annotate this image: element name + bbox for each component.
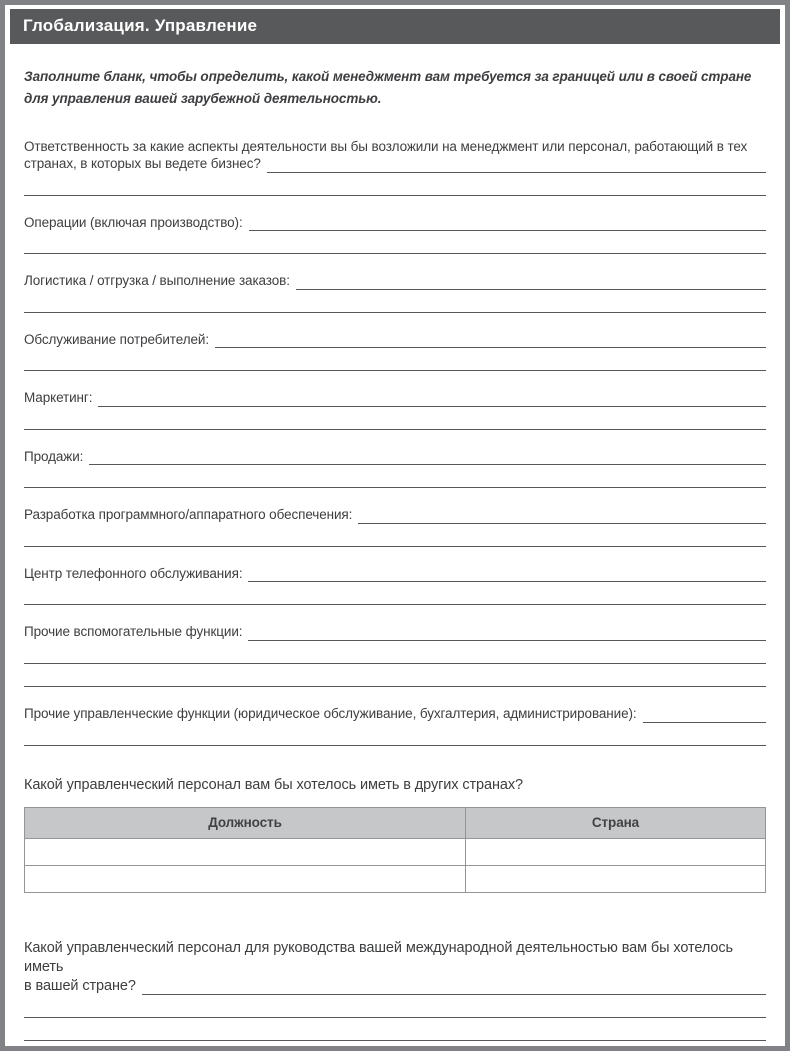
table-cell-position[interactable] [25,865,466,892]
fill-in-line[interactable] [24,723,766,746]
field-label: Операции (включая производство): [24,214,243,230]
fill-in-line[interactable] [296,287,766,290]
field-call-center [24,565,766,606]
field-label: Прочие управленческие функции (юридическое обслуживание, бухгалтерия, администрирование): [24,706,637,721]
fill-in-line[interactable] [98,404,766,407]
fill-in-line[interactable] [24,641,766,664]
fill-in-line[interactable] [24,582,766,605]
field-other-management [24,705,766,746]
fill-in-line[interactable] [24,173,766,196]
field-marketing [24,389,766,430]
table-cell-country[interactable] [465,838,765,865]
field-customer-service [24,331,766,372]
fill-in-line[interactable] [24,348,766,371]
field-logistics [24,272,766,313]
fill-in-line[interactable] [358,521,766,524]
table-header-row [25,808,766,839]
fill-in-line[interactable] [24,524,766,547]
fill-in-line[interactable] [24,1018,766,1041]
field-label: Логистика / отгрузка / выполнение заказов: [24,273,290,289]
column-header-country: Страна [465,808,765,839]
field-label: Ответственность за какие аспекты деятельности вы бы возложили на менеджмент или персонал, работающий в тех [24,138,748,154]
fill-in-line[interactable] [215,345,766,348]
fill-in-line[interactable] [248,579,766,582]
table-row [25,838,766,865]
fill-in-line[interactable] [24,465,766,488]
fill-in-line[interactable] [24,407,766,430]
table-row [25,865,766,892]
field-label: Продажи: [24,448,84,464]
table-cell-position[interactable] [25,838,466,865]
field-label: в вашей стране? [24,977,136,994]
field-label: Обслуживание потребителей: [24,331,209,347]
fill-in-line[interactable] [24,664,766,687]
field-label: Маркетинг: [24,390,93,406]
fill-in-line[interactable] [248,638,766,641]
intro-text: Заполните бланк, чтобы определить, какой менеджмент вам требуется за границей или в своей стране для управления вашей зарубежной деятельностью. [24,69,752,107]
fill-in-line[interactable] [142,992,766,995]
field-label: Разработка программного/аппаратного обеспечения: [24,507,353,523]
fill-in-line[interactable] [24,231,766,254]
field-label: Прочие вспомогательные функции: [24,624,243,640]
fill-in-line[interactable] [267,170,766,173]
field-label: странах, в которых вы ведете бизнес? [24,156,261,172]
table-cell-country[interactable] [465,865,765,892]
fill-in-line[interactable] [24,290,766,313]
page-title: Глобализация. Управление [23,16,258,35]
fill-in-line[interactable] [89,462,766,465]
field-development [24,506,766,547]
field-operations [24,214,766,255]
field-label: Центр телефонного обслуживания: [24,565,243,581]
field-label: Какой управленческий персонал для руководства вашей международной деятельностью вам бы хотелось иметь [24,939,733,975]
field-sales [24,448,766,489]
staff-table [24,807,766,893]
question-staff-abroad: Какой управленческий персонал вам бы хотелось иметь в других странах? [24,776,523,793]
column-header-position: Должность [25,808,466,839]
page-title-bar [10,9,780,44]
field-home-country-staff [24,939,766,1042]
fill-in-line[interactable] [24,995,766,1018]
worksheet-content [5,44,785,1041]
fill-in-line[interactable] [249,228,766,231]
fill-in-line[interactable] [643,720,766,723]
field-other-support [24,623,766,687]
field-overall-responsibility [24,138,766,196]
